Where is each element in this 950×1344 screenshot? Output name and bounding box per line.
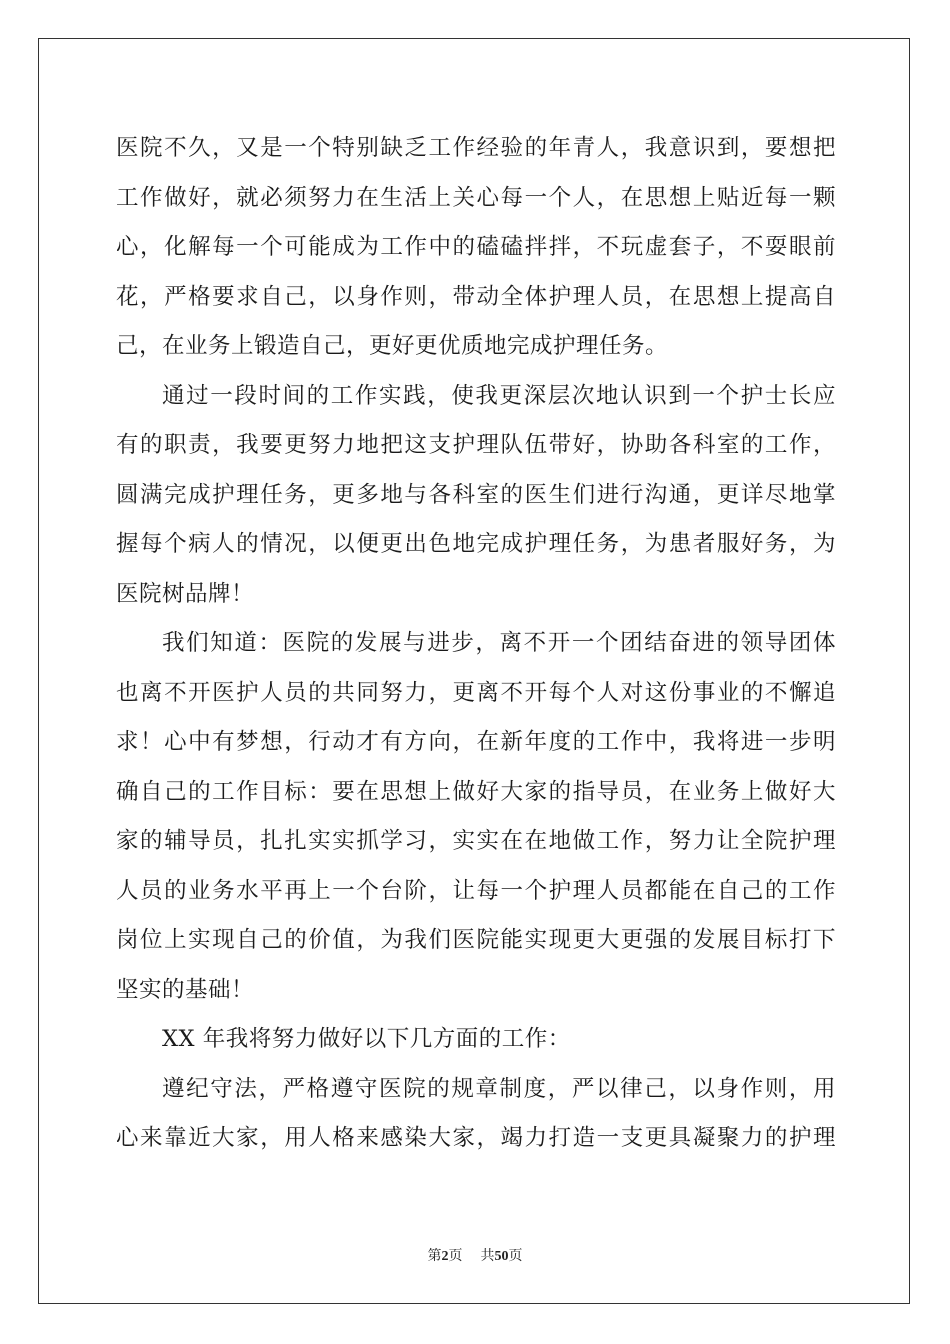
text-line: 握每个病人的情况，以便更出色地完成护理任务，为患者服好务，为	[116, 531, 836, 557]
page-prefix: 第	[427, 1249, 442, 1264]
text-line: 花，严格要求自己，以身作则，带动全体护理人员，在思想上提高自	[116, 283, 836, 310]
text-line: 岗位上实现自己的价值，为我们医院能实现更大更强的发展目标打下	[116, 927, 836, 953]
page-number: 2	[441, 1249, 449, 1264]
text-line: 工作做好，就必须努力在生活上关心每一个人，在思想上贴近每一颗	[116, 184, 836, 211]
document-body	[116, 124, 836, 1164]
text-line: 通过一段时间的工作实践，使我更深层次地认识到一个护士长应	[162, 382, 836, 409]
total-prefix: 共	[480, 1249, 495, 1264]
text-line: 求！心中有梦想，行动才有方向，在新年度的工作中，我将进一步明	[116, 729, 836, 755]
text-line: XX 年我将努力做好以下几方面的工作：	[162, 1026, 571, 1052]
text-line: 医院不久，又是一个特别缺乏工作经验的年青人，我意识到，要想把	[116, 135, 836, 161]
text-line: 坚实的基础！	[116, 976, 255, 1003]
text-line: 医院树品牌！	[116, 580, 255, 607]
text-line: 确自己的工作目标：要在思想上做好大家的指导员，在业务上做好大	[116, 778, 836, 805]
text-line: 人员的业务水平再上一个台阶，让每一个护理人员都能在自己的工作	[116, 877, 836, 904]
total-pages: 50	[494, 1249, 509, 1264]
text-line: 我们知道：医院的发展与进步，离不开一个团结奋进的领导团体	[162, 630, 836, 656]
text-line: 有的职责，我要更努力地把这支护理队伍带好，协助各科室的工作，	[116, 432, 836, 458]
text-line: 遵纪守法，严格遵守医院的规章制度，严以律己，以身作则，用	[162, 1075, 836, 1102]
text-line: 家的辅导员，扎扎实实抓学习，实实在在地做工作，努力让全院护理	[116, 828, 836, 854]
text-line: 圆满完成护理任务，更多地与各科室的医生们进行沟通，更详尽地掌	[116, 481, 836, 508]
text-line: 也离不开医护人员的共同努力，更离不开每个人对这份事业的不懈追	[116, 679, 836, 706]
page-suffix: 页	[448, 1249, 463, 1264]
page-footer	[0, 1245, 950, 1265]
total-suffix: 页	[508, 1249, 523, 1264]
text-line: 己，在业务上锻造自己，更好更优质地完成护理任务。	[116, 333, 669, 359]
text-line: 心，化解每一个可能成为工作中的磕磕拌拌，不玩虚套子，不耍眼前	[116, 234, 836, 260]
text-line: 心来靠近大家，用人格来感染大家，竭力打造一支更具凝聚力的护理	[116, 1125, 836, 1151]
